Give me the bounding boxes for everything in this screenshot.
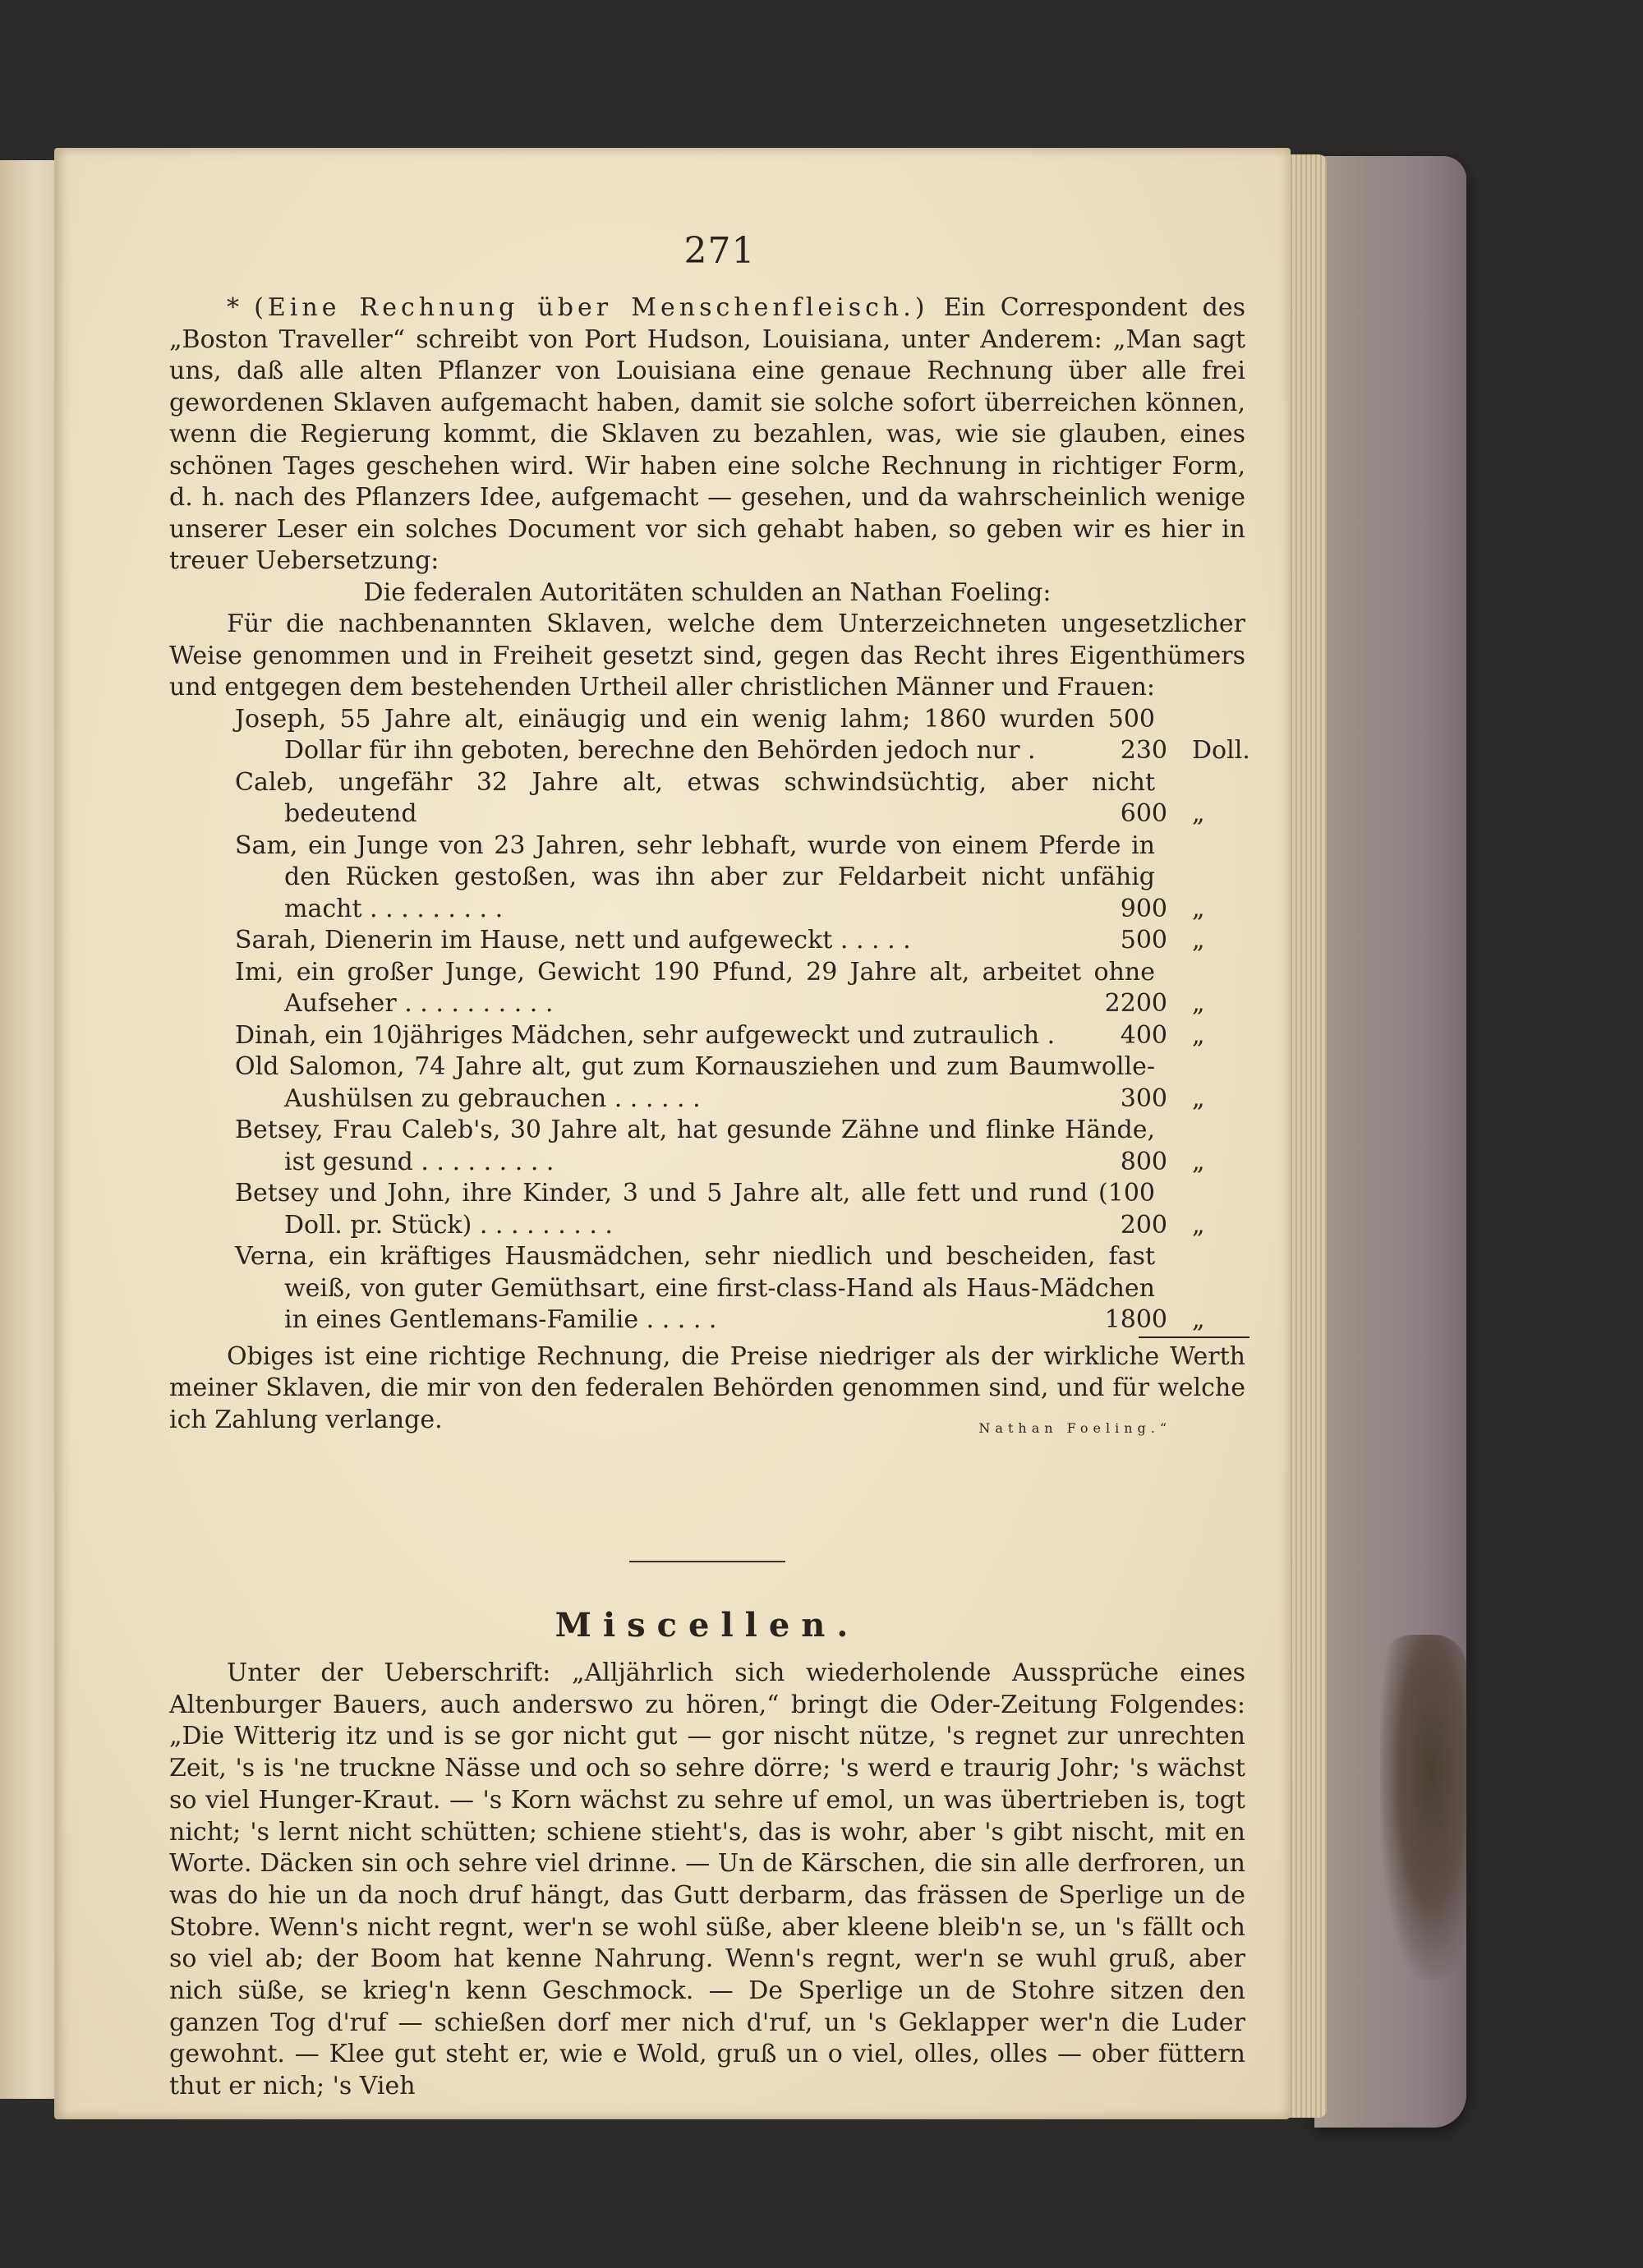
bill-closing-text: Obiges ist eine richtige Rechnung, die Preise niedriger als der wirkliche Werth meiner Sklaven, die mir von den federalen Behörden genommen sind, und für welche ich Zahlung verlange. bbox=[169, 1341, 1245, 1434]
entry-amount: 200 bbox=[1120, 1210, 1167, 1240]
entry-amount: 400 bbox=[1120, 1020, 1167, 1050]
entry-unit: „ bbox=[1192, 1305, 1205, 1334]
bill-heading: Die federalen Autoritäten schulden an Nathan Foeling: bbox=[363, 577, 1052, 607]
entry-amount: 900 bbox=[1120, 894, 1167, 923]
entry-unit: „ bbox=[1192, 989, 1205, 1018]
entry-description: Sam, ein Junge von 23 Jahren, sehr lebhaft, wurde von einem Pferde in den Rücken gestoßen, was ihn aber zur Feldarbeit nicht unfähig macht . . . . . . . . . bbox=[235, 830, 1155, 923]
entry-unit: „ bbox=[1192, 1147, 1205, 1176]
signature: Nathan Foeling.“ bbox=[978, 1420, 1171, 1436]
invoice-entry bbox=[169, 1020, 1245, 1052]
entry-amount: 500 bbox=[1120, 926, 1167, 955]
invoice-entry bbox=[169, 1051, 1245, 1115]
invoice-entry bbox=[169, 767, 1245, 830]
invoice-entry bbox=[169, 1115, 1245, 1178]
invoice-entry bbox=[169, 1241, 1245, 1336]
invoice-entry bbox=[169, 830, 1245, 926]
note-title: (Eine Rechnung über Menschenfleisch.) bbox=[254, 293, 929, 322]
section-heading: Miscellen. bbox=[555, 1606, 860, 1645]
entry-description: Dinah, ein 10jähriges Mädchen, sehr aufgeweckt und zutraulich . bbox=[235, 1020, 1056, 1050]
entry-amount: 1800 bbox=[1104, 1305, 1167, 1334]
entry-description: Verna, ein kräftiges Hausmädchen, sehr niedlich und bescheiden, fast weiß, von guter Gemüthsart, eine first-class-Hand als Haus-Mädchen in eines Gentlemans-Familie . . . . . bbox=[235, 1242, 1155, 1334]
entry-amount: 800 bbox=[1120, 1147, 1167, 1176]
footnote-invoice bbox=[169, 292, 1250, 1436]
entry-description: Imi, ein großer Junge, Gewicht 190 Pfund, 29 Jahre alt, arbeitet ohne Aufseher . . . . . . . . . . bbox=[235, 957, 1155, 1018]
bill-intro: Für die nachbenannten Sklaven, welche dem Unterzeichneten ungesetzlicher Weise genommen und in Freiheit gesetzt sind, gegen das Recht ihres Eigenthümers und entgegen dem bestehenden Urtheil aller christlichen Männer und Frauen: bbox=[169, 610, 1245, 702]
entry-description: Betsey, Frau Caleb's, 30 Jahre alt, hat gesunde Zähne und flinke Hände, ist gesund . . . . . . . . . bbox=[235, 1116, 1155, 1176]
book-page bbox=[54, 148, 1291, 2119]
entry-unit: Doll. bbox=[1192, 736, 1250, 765]
invoice-entry bbox=[169, 704, 1250, 767]
invoice-entry bbox=[169, 1178, 1245, 1241]
entry-amount: 2200 bbox=[1104, 989, 1167, 1018]
entry-description: Joseph, 55 Jahre alt, einäugig und ein wenig lahm; 1860 wurden 500 Dollar für ihn geboten, berechne den Behörden jedoch nur . bbox=[235, 704, 1155, 765]
note-marker: * bbox=[227, 293, 239, 322]
page-number: 271 bbox=[683, 230, 756, 272]
entry-description: Caleb, ungefähr 32 Jahre alt, etwas schwindsüchtig, aber nicht bedeutend bbox=[235, 767, 1155, 828]
invoice-entry bbox=[169, 925, 1245, 957]
entry-amount: 230 bbox=[1120, 736, 1167, 765]
entry-description: Sarah, Dienerin im Hause, nett und aufgeweckt . . . . . bbox=[235, 926, 911, 955]
entry-unit: „ bbox=[1192, 926, 1205, 955]
entry-amount: 600 bbox=[1120, 799, 1167, 828]
note-intro-text: Ein Correspondent des „Boston Traveller“ schreibt von Port Hudson, Louisiana, unter Anderem: „Man sagt uns, daß alle alten Pflanzer von Louisiana eine genaue Rechnung über alle frei gewordenen Sklaven aufgemacht haben, damit sie solche sofort überreichen können, wenn die Regierung kommt, die Sklaven zu bezahlen, was, wie sie glauben, eines schönen Tages geschehen wird. Wir haben eine solche Rechnung in richtiger Form, d. h. nach des Pflanzers Idee, aufgemacht — gesehen, und da wahrscheinlich wenige unserer Leser ein solches Document vor sich gehabt haben, so geben wir es hier in treuer Uebersetzung: bbox=[169, 293, 1246, 575]
total-rule bbox=[1139, 1336, 1250, 1338]
entry-description: Old Salomon, 74 Jahre alt, gut zum Kornausziehen und zum Baumwolle-Aushülsen zu gebrauchen . . . . . . bbox=[235, 1052, 1155, 1113]
entry-unit: „ bbox=[1192, 1210, 1205, 1240]
book-cover bbox=[1314, 156, 1466, 2128]
miscellen-text: Unter der Ueberschrift: „Alljährlich sich wiederholende Aussprüche eines Altenburger Bauers, auch anderswo zu hören,“ bringt die Oder-Zeitung Folgendes: „Die Witterig itz und is se gor nicht gut — gor nischt nütze, 's regnet zur unrechten Zeit, 's is 'ne truckne Nässe und och so sehre dörre; 's werd e traurig Johr; 's wächst so viel Hunger-Kraut. — 's Korn wächst zu sehre uf emol, un was übertrieben is, togt nicht; 's lernt nicht schütten; schiene stieht's, das is wohr, aber 's gibt nischt, mit en Worte. Däcken sin och sehre viel drinne. — Un de Kärschen, die sin alle derfroren, un was do hie un da noch druf hängt, das Gutt derbarm, das frässen de Sperlige un de Stobre. Wenn's nicht regnt, wer'n se wohl süße, aber kleene bleib'n se, un 's fällt och so viel ab; der Boom hat kenne Nahrung. Wenn's regnt, wer'n se wuhl gruß, aber nich süße, se krieg'n kenn Geschmock. — De Sperlige un de Stohre sitzen den ganzen Tog d'ruf — schießen dorf mer nich d'ruf, un 's Geklapper wer'n die Luder gewohnt. — Klee gut steht er, wie e Wold, gruß un o viel, olles, olles — ober füttern thut er nich; 's Vieh bbox=[169, 1658, 1245, 2101]
invoice-entry bbox=[169, 957, 1245, 1020]
entry-amount: 300 bbox=[1120, 1083, 1167, 1113]
section-divider bbox=[629, 1561, 785, 1562]
entry-unit: „ bbox=[1192, 799, 1205, 828]
entry-unit: „ bbox=[1192, 1083, 1205, 1113]
entry-unit: „ bbox=[1192, 894, 1205, 923]
entry-unit: „ bbox=[1192, 1020, 1205, 1050]
entry-description: Betsey und John, ihre Kinder, 3 und 5 Jahre alt, alle fett und rund (100 Doll. pr. Stück) . . . . . . . . . bbox=[235, 1179, 1155, 1240]
note-intro bbox=[169, 292, 1245, 577]
invoice-entries bbox=[169, 704, 1250, 1336]
cover-stain bbox=[1380, 1635, 1466, 1980]
